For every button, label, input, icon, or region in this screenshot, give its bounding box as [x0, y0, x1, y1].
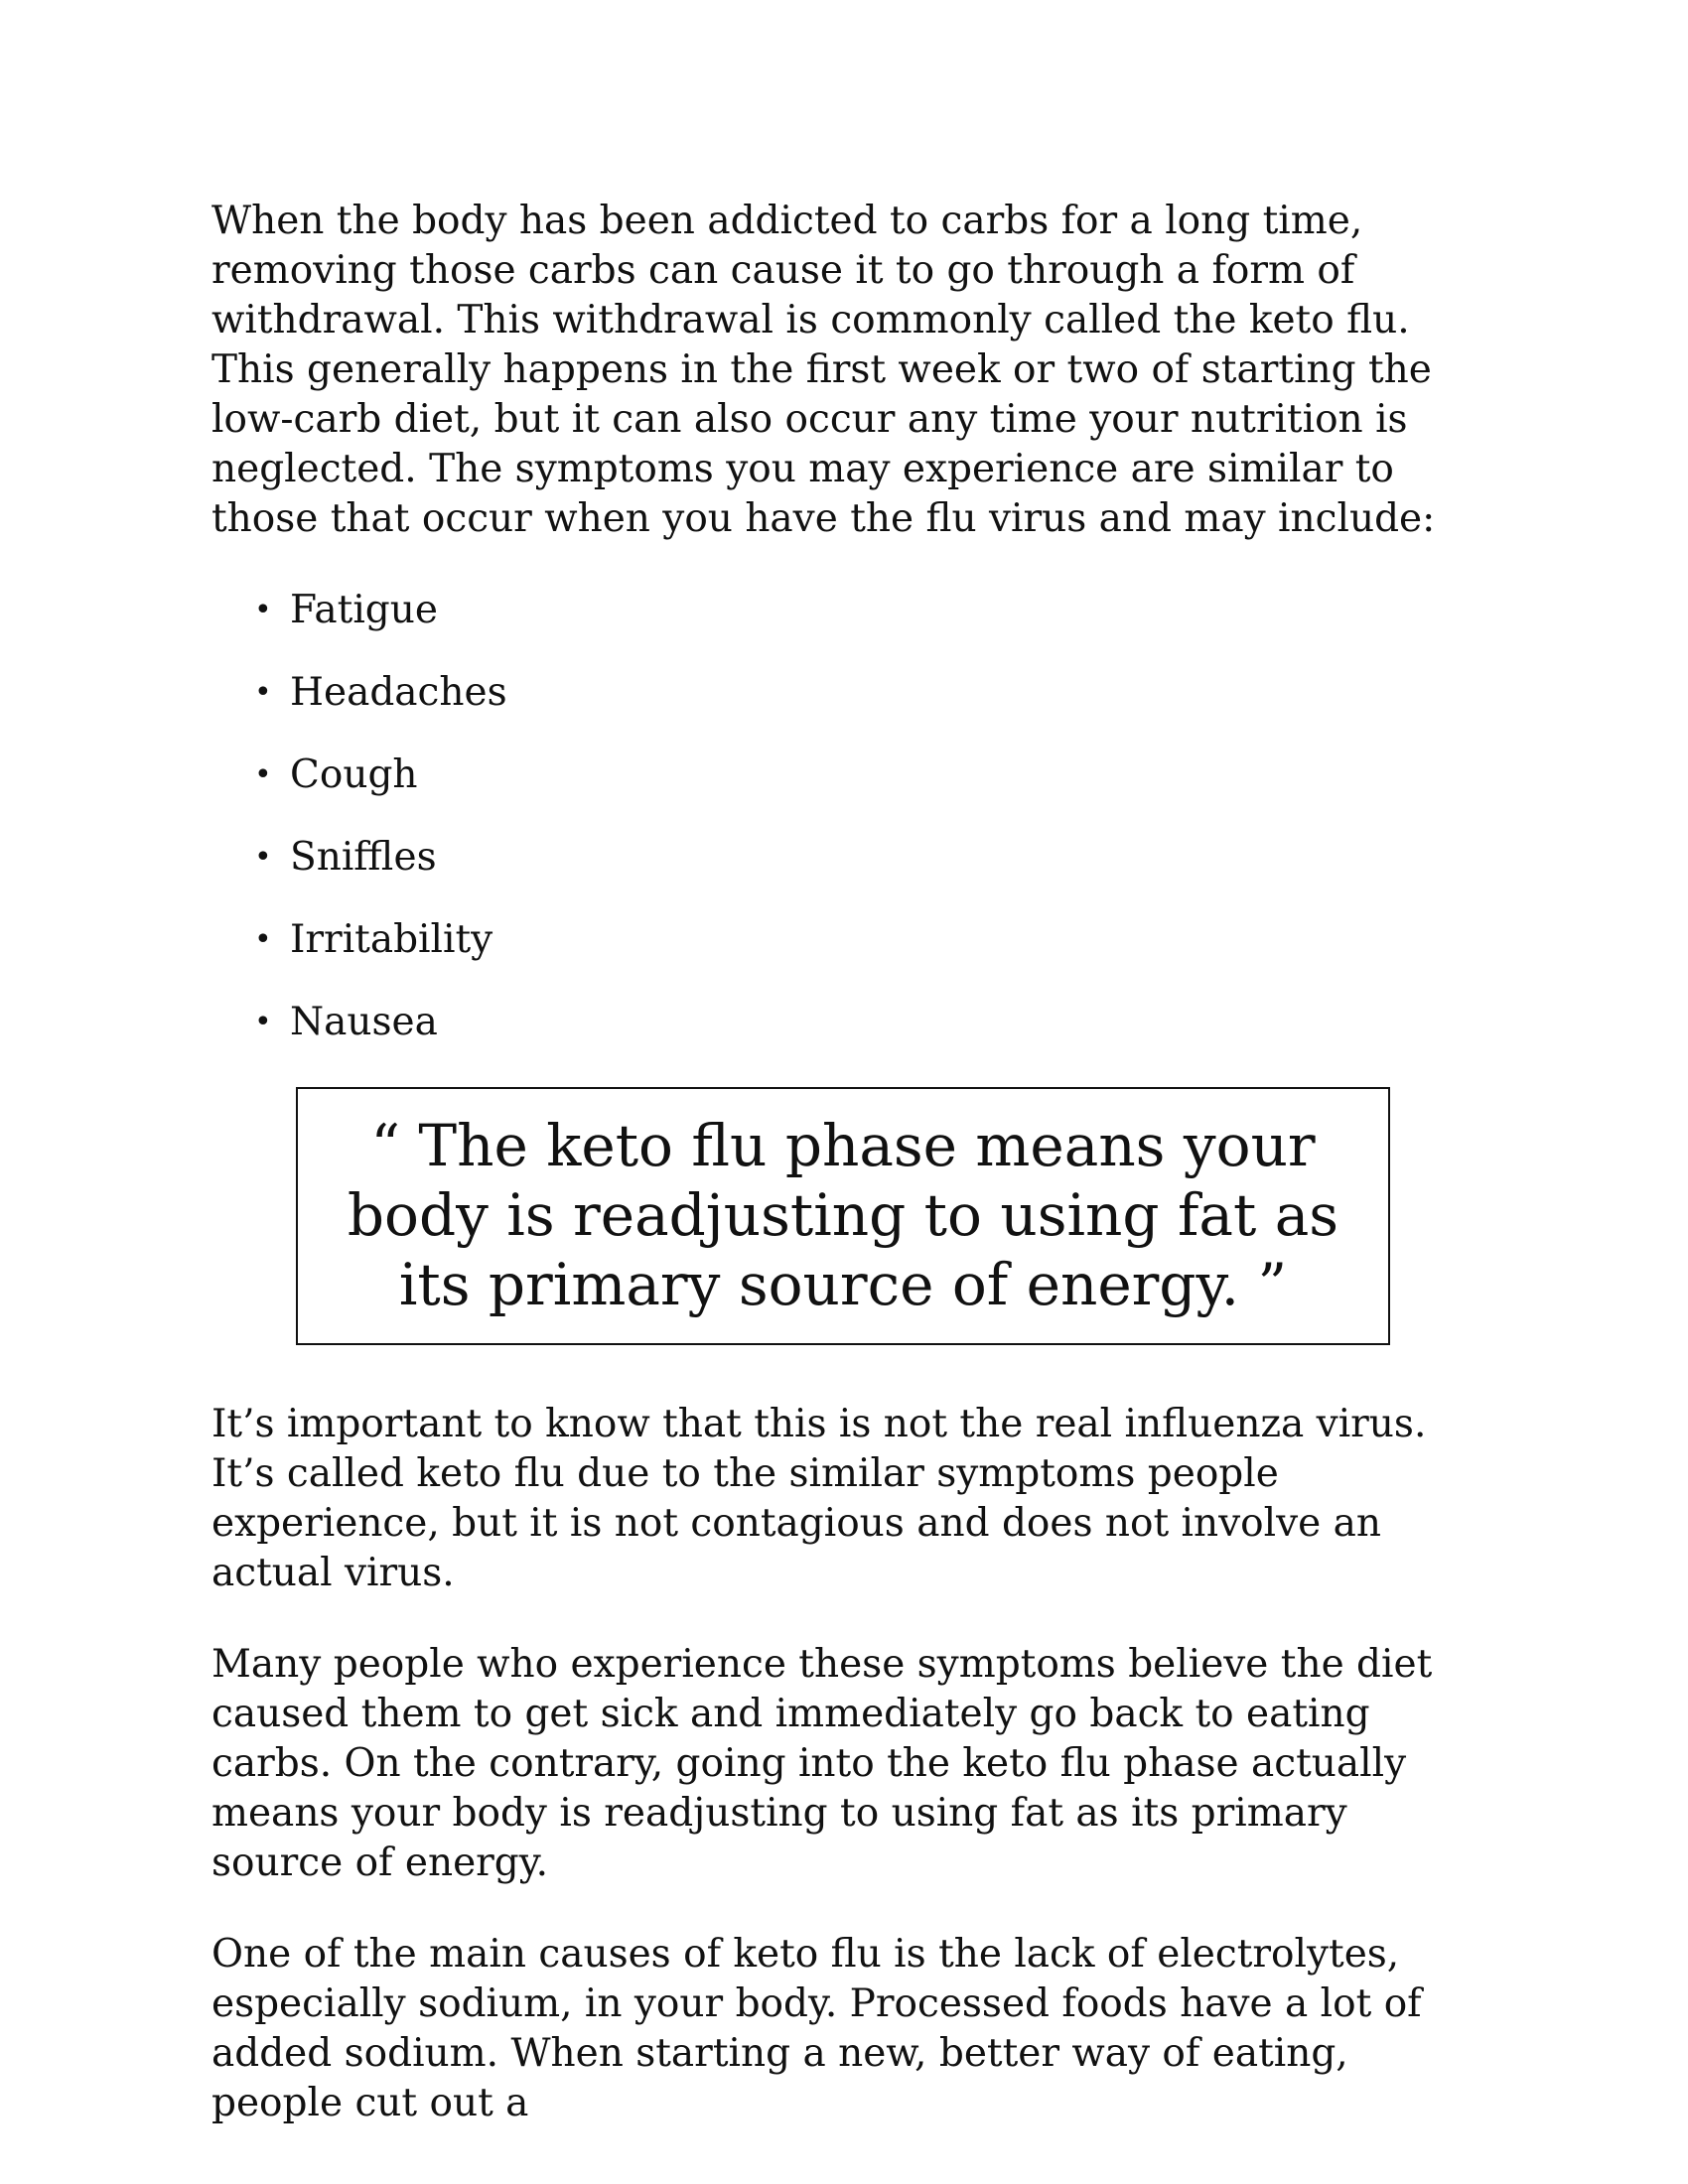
symptom-label: Fatigue — [290, 588, 438, 632]
readjusting-paragraph: Many people who experience these symptoms believe the diet caused them to get sick and immediately go back to eating carbs. On the contrary, going into the keto flu phase actually means your body is readjusting to using fat as its primary source of energy. — [211, 1642, 1433, 1885]
list-item — [211, 751, 1482, 800]
document-page — [211, 197, 1482, 2128]
pull-quote-box — [296, 1087, 1390, 1345]
list-item — [211, 915, 1482, 965]
intro-paragraph: When the body has been addicted to carbs for a long time, removing those carbs can cause it to go through a form of withdrawal. This withdrawal is commonly called the keto flu. This generally happens in the first week or two of starting the low-carb diet, but it can also occur any time your nutrition is neglected. The symptoms you may experience are similar to those that occur when you have the flu virus and may include: — [211, 199, 1436, 541]
symptom-label: Cough — [290, 752, 418, 797]
list-item — [211, 586, 1482, 635]
list-item — [211, 998, 1482, 1047]
bullet-icon: • — [254, 1005, 272, 1039]
bullet-icon: • — [254, 922, 272, 957]
not-real-flu-paragraph: It’s important to know that this is not the real influenza virus. It’s called keto flu due to the similar symptoms people experience, but it is not contagious and does not involve an actual virus. — [211, 1402, 1427, 1595]
bullet-icon: • — [254, 757, 272, 792]
electrolytes-paragraph: One of the main causes of keto flu is the lack of electrolytes, especially sodium, in your body. Processed foods have a lot of added sodium. When starting a new, better way of eating, people cut out a — [211, 1932, 1422, 2125]
bullet-icon: • — [254, 840, 272, 875]
symptom-label: Headaches — [290, 670, 507, 715]
symptom-label: Nausea — [290, 1000, 438, 1044]
bullet-icon: • — [254, 675, 272, 710]
pull-quote-text: “ The keto flu phase means your body is readjusting to using fat as its primary source of energy. ” — [347, 1112, 1339, 1318]
list-item — [211, 668, 1482, 718]
list-item — [211, 833, 1482, 883]
symptom-list — [211, 586, 1482, 1047]
bullet-icon: • — [254, 593, 272, 627]
symptom-label: Irritability — [290, 917, 493, 962]
symptom-label: Sniffles — [290, 835, 437, 880]
